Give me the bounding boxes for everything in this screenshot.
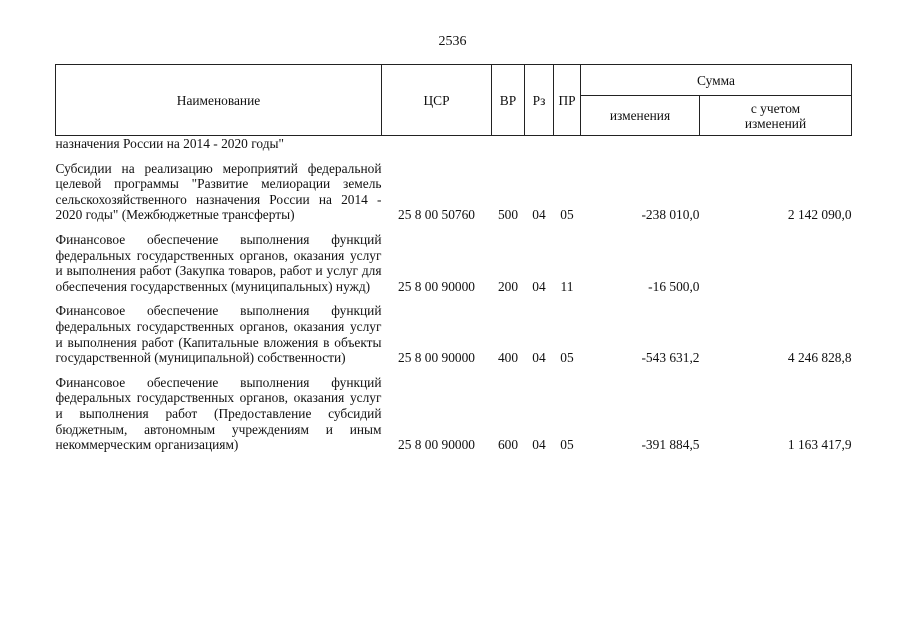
row-change: -238 010,0 (641, 207, 700, 223)
row-spacer-cell (56, 294, 852, 303)
row-pr: 11 (560, 278, 574, 294)
row-csr: 25 8 00 50760 (398, 207, 475, 223)
table-row (56, 303, 852, 365)
continuation-row (56, 136, 852, 152)
row-vr: 400 (497, 350, 519, 366)
row-vr: 600 (497, 437, 519, 453)
row-pr: 05 (560, 437, 574, 453)
row-change: -543 631,2 (641, 350, 700, 366)
row-vr: 200 (497, 278, 519, 294)
row-name: Финансовое обеспечение выполнения функций федеральных государственных органов, оказания услуг и выполнения работ (Предоставление субсидий бюджетным, автономным учреждениям и иным некоммерческим организациям) (55, 374, 382, 453)
row-spacer-cell (56, 366, 852, 375)
continuation-text: назначения России на 2014 - 2020 годы" (55, 136, 284, 151)
row-total (700, 232, 852, 294)
row-pr: 05 (560, 350, 574, 366)
row-total: 2 142 090,0 (787, 207, 852, 223)
row-spacer-cell (56, 223, 852, 232)
header-pr: ПР (554, 65, 581, 136)
row-rz: 04 (532, 278, 546, 294)
table-row (56, 375, 852, 453)
page-number: 2536 (438, 34, 467, 49)
header-change: изменения (581, 96, 700, 136)
row-spacer-cell (56, 152, 852, 161)
header-vr: ВР (492, 65, 525, 136)
row-csr: 25 8 00 90000 (398, 278, 475, 294)
header-sum: Сумма (581, 65, 852, 96)
header-rz: Рз (525, 65, 554, 136)
header-name: Наименование (56, 65, 382, 136)
row-name: Финансовое обеспечение выполнения функций федеральных государственных органов, оказания услуг и выполнения работ (Закупка товаров, работ и услуг для обеспечения государственных (муниципальных) нужд) (55, 231, 382, 294)
table-row (56, 161, 852, 223)
row-rz: 04 (532, 350, 546, 366)
header-with-changes-text: с учетом изменений (744, 100, 807, 131)
row-total: 1 163 417,9 (787, 437, 852, 453)
row-name: Финансовое обеспечение выполнения функций федеральных государственных органов, оказания услуг и выполнения работ (Капитальные вложения в объекты государственной (муниципальной) собственности) (55, 303, 382, 366)
row-csr: 25 8 00 90000 (398, 437, 475, 453)
header-with-changes (700, 96, 852, 136)
row-pr: 05 (560, 207, 574, 223)
row-total: 4 246 828,8 (787, 350, 852, 366)
header-csr: ЦСР (382, 65, 492, 136)
row-rz: 04 (532, 437, 546, 453)
row-spacer (56, 223, 852, 232)
row-change: -391 884,5 (641, 437, 700, 453)
row-name: Субсидии на реализацию мероприятий федеральной целевой программы "Развитие мелиорации земель сельскохозяйственного назначения России на 2014 - 2020 годы" (Межбюджетные трансферты) (55, 160, 382, 223)
table-row (56, 232, 852, 294)
row-change: -16 500,0 (648, 278, 700, 294)
row-vr: 500 (497, 207, 519, 223)
budget-table (55, 64, 852, 453)
row-csr: 25 8 00 90000 (398, 350, 475, 366)
row-rz: 04 (532, 207, 546, 223)
row-spacer (56, 294, 852, 303)
row-spacer (56, 152, 852, 161)
row-spacer (56, 366, 852, 375)
